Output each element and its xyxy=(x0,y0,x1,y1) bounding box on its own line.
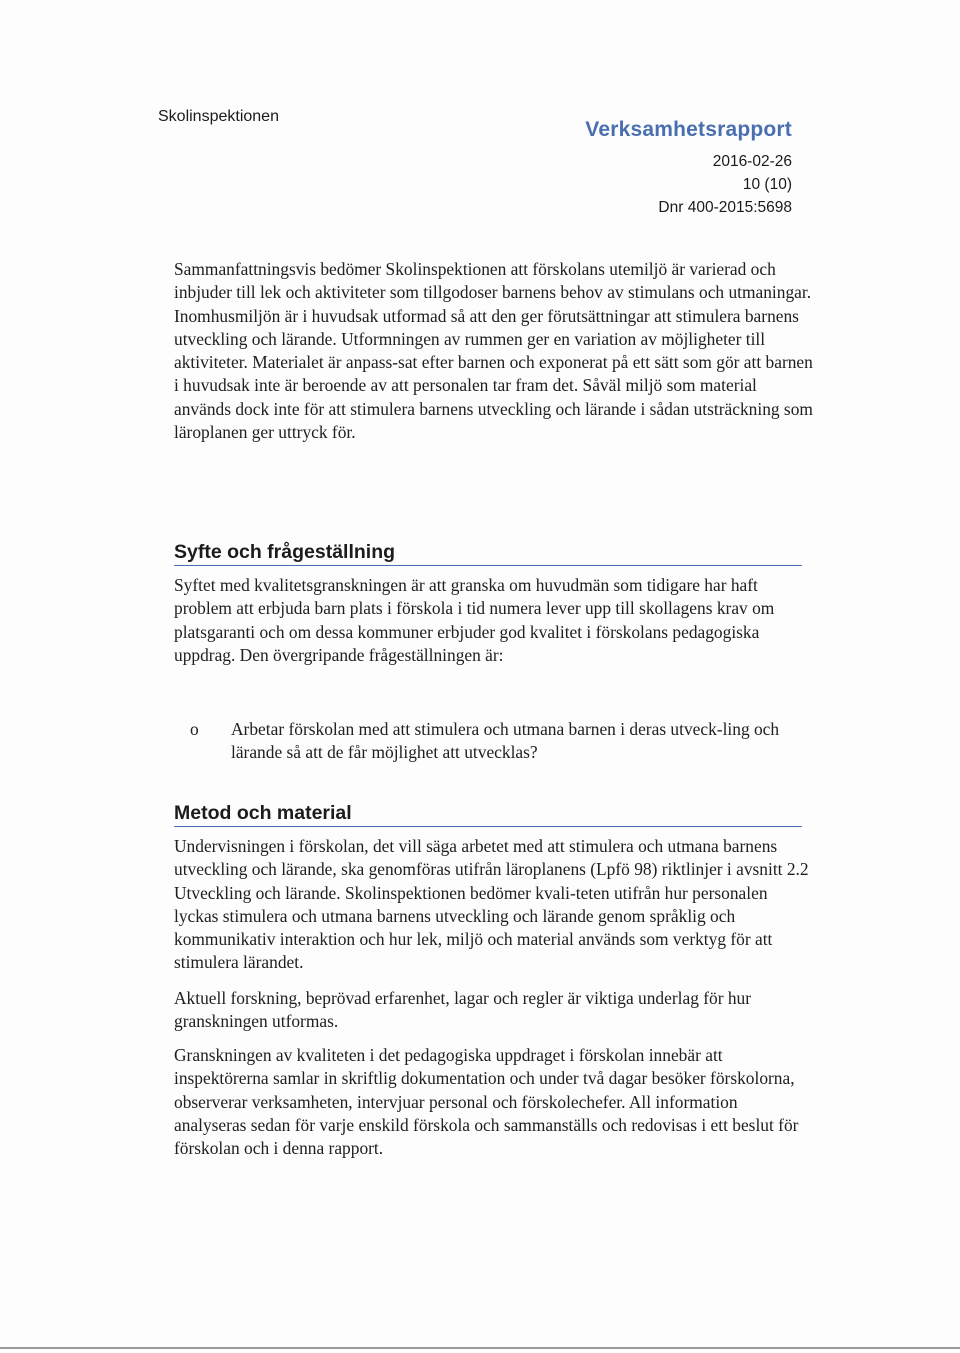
page-number: 10 (10) xyxy=(742,176,792,193)
document-header xyxy=(585,118,792,219)
document-type: Verksamhetsrapport xyxy=(585,118,792,141)
section-heading-syfte: Syfte och frågeställning xyxy=(174,541,802,566)
document-date: 2016-02-26 xyxy=(712,153,792,170)
syfte-paragraph: Syftet med kvalitetsgranskningen är att granska om huvudmän som tidigare har haft problem att erbjuda barn plats i förskola i tid numera lever upp till skollagens krav om platsgaranti och om dessa kommuner erbjuder god kvalitet i förskolans pedagogiska uppdrag. Den övergripande frågeställningen är: xyxy=(174,575,775,665)
bullet-marker: o xyxy=(190,719,199,739)
registration-number: Dnr 400-2015:5698 xyxy=(658,199,792,216)
scan-edge-line xyxy=(0,1347,960,1349)
list-item xyxy=(174,718,801,765)
metod-paragraph-3: Granskningen av kvaliteten i det pedagogiska uppdraget i förskolan innebär att inspektörerna samlar in skriftlig dokumentation och under två dagar besöker förskolorna, observerar verksamheten, intervjuar personal och förskolechefer. All information analyseras sedan för varje enskild förskola och sammanställs och redovisas i ett beslut för förskolan och i denna rapport. xyxy=(174,1045,799,1159)
metod-paragraph-1: Undervisningen i förskolan, det vill säga arbetet med att stimulera och utmana barnens utveckling och lärande, ska genomföras utifrån läroplanens (Lpfö 98) riktlinjer i avsnitt 2.2 Utveckling och lärande. Skolinspektionen bedömer kvali-teten utifrån hur personalen lyckas stimulera och utmana barnens utveckling och lärande genom språklig och kommunikativ interaktion och hur lek, miljö och material används som verktyg för att stimulera lärandet. xyxy=(174,836,809,973)
organization-name: Skolinspektionen xyxy=(158,108,279,125)
section-heading-metod: Metod och material xyxy=(174,802,802,827)
question-list xyxy=(174,718,814,765)
question-text: Arbetar förskolan med att stimulera och utmana barnen i deras utveck-ling och lärande så att de får möjlighet att utvecklas? xyxy=(231,719,780,763)
summary-paragraph: Sammanfattningsvis bedömer Skolinspektionen att förskolans utemiljö är varierad och inbjuder till lek och aktiviteter som tillgodoser barnens behov av stimulans och utmaningar. Inomhusmiljön är i huvudsak utformad så att den ger förutsättningar att stimulera barnens utveckling och lärande. Utformningen av rummen ger en variation av möjligheter till aktiviteter. Materialet är anpass-sat efter barnen och exponerat på ett sätt som gör att barnen i huvudsak inte är beroende av att personalen tar fram det. Såväl miljö som material används dock inte för att stimulera barnens utveckling och lärande i sådan utsträckning som läroplanen ger uttryck för. xyxy=(174,259,813,443)
metod-paragraph-2: Aktuell forskning, beprövad erfarenhet, lagar och regler är viktiga underlag för hur granskningen utformas. xyxy=(174,988,752,1032)
